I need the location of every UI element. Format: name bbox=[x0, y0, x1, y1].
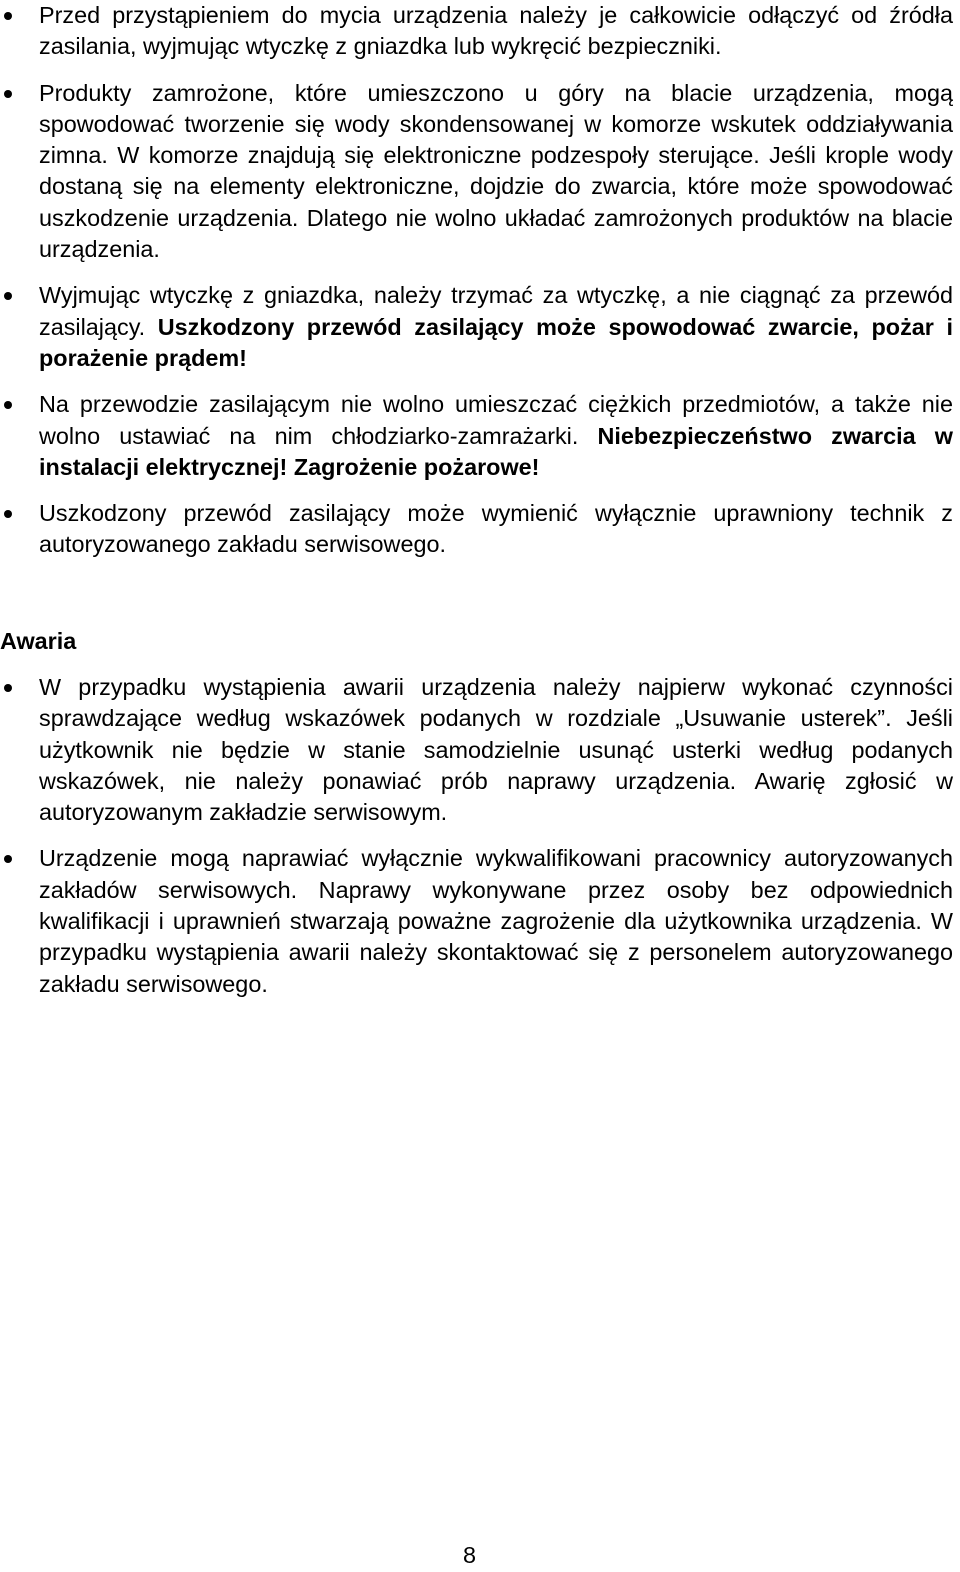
list-item bbox=[0, 280, 953, 374]
bullet-icon bbox=[4, 855, 12, 863]
page-number: 8 bbox=[463, 1542, 477, 1568]
list-item bbox=[0, 843, 953, 999]
failure-bullet-list bbox=[0, 672, 953, 1015]
list-item-text: Produkty zamrożone, które umieszczono u góry na blacie urządzenia, mogą spowodować tworzenie się wody skondensowanej w komorze wskutek oddziaływania zimna. W komorze znajdują się elektroniczne podzespoły sterujące. Jeśli krople wody dostaną się na elementy elektroniczne, dojdzie do zwarcia, które może spowodować uszkodzenie urządzenia. Dlatego nie wolno układać zamrożonych produktów na blacie urządzenia. bbox=[39, 79, 953, 263]
list-item-text: Na przewodzie zasilającym nie wolno umieszczać ciężkich przedmiotów, a także nie wolno ustawiać na nim chłodziarko-zamrażarki. bbox=[39, 391, 953, 449]
safety-bullet-list bbox=[0, 0, 953, 576]
list-item-text: Przed przystąpieniem do mycia urządzenia należy je całkowicie odłączyć od źródła zasilania, wyjmując wtyczkę z gniazdka lub wykręcić bezpieczniki. bbox=[39, 2, 953, 60]
list-item bbox=[0, 78, 953, 266]
list-item-warning: Uszkodzony przewód zasilający może spowodować zwarcie, pożar i porażenie prądem! bbox=[39, 313, 953, 371]
bullet-icon bbox=[4, 12, 12, 20]
list-item-warning: Niebezpieczeństwo zwarcia w instalacji elektrycznej! Zagrożenie pożarowe! bbox=[39, 422, 953, 480]
list-item bbox=[0, 672, 953, 828]
list-item-text: W przypadku wystąpienia awarii urządzenia należy najpierw wykonać czynności sprawdzające według wskazówek podanych w rozdziale „Usuwanie usterek”. Jeśli użytkownik nie będzie w stanie samodzielnie usunąć usterki według podanych wskazówek, nie należy ponawiać prób naprawy urządzenia. Awarię zgłosić w autoryzowanym zakładzie serwisowym. bbox=[39, 674, 953, 826]
list-item bbox=[0, 498, 953, 561]
list-item bbox=[0, 389, 953, 483]
bullet-icon bbox=[4, 684, 12, 692]
bullet-icon bbox=[4, 292, 12, 300]
bullet-icon bbox=[4, 90, 12, 98]
list-item-text: Urządzenie mogą naprawiać wyłącznie wykwalifikowani pracownicy autoryzowanych zakładów serwisowych. Naprawy wykonywane przez osoby bez odpowiednich kwalifikacji i uprawnień stwarzają poważne zagrożenie dla użytkownika urządzenia. W przypadku wystąpienia awarii należy skontaktować się z personelem autoryzowanego zakładu serwisowego. bbox=[39, 845, 953, 997]
bullet-icon bbox=[4, 401, 12, 409]
list-item bbox=[0, 0, 953, 63]
section-heading-awaria: Awaria bbox=[0, 628, 77, 654]
list-item-text: Wyjmując wtyczkę z gniazdka, należy trzymać za wtyczkę, a nie ciągnąć za przewód zasilający. bbox=[39, 282, 953, 340]
list-item-text: Uszkodzony przewód zasilający może wymienić wyłącznie uprawniony technik z autoryzowanego zakładu serwisowego. bbox=[39, 500, 953, 558]
bullet-icon bbox=[4, 510, 12, 518]
